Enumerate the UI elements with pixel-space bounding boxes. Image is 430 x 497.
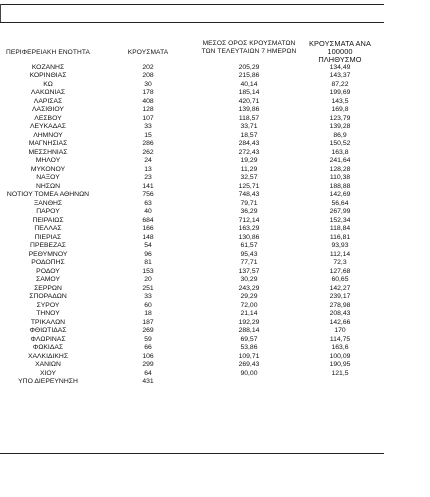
table-row (0, 183, 384, 192)
cell-7day-average: 33,71 (240, 123, 258, 131)
cell-cases: 54 (144, 242, 152, 250)
table-row (0, 89, 384, 98)
cell-region: ΛΕΣΒΟΥ (34, 114, 62, 122)
table-row (0, 123, 384, 132)
cell-cases-per-100k: 114,75 (329, 335, 351, 343)
table-row (0, 378, 384, 387)
cell-region: ΠΑΡΟΥ (36, 208, 60, 216)
table-row (0, 200, 384, 209)
cell-7day-average: 61,57 (240, 242, 258, 250)
table-row (0, 234, 384, 243)
cell-region: ΚΟΖΑΝΗΣ (31, 63, 65, 71)
cell-cases-per-100k: 60,65 (331, 276, 349, 284)
cell-cases-per-100k: 163,8 (331, 148, 349, 156)
cell-7day-average: 109,71 (238, 352, 260, 360)
cell-7day-average: 18,57 (240, 131, 258, 139)
table-row (0, 327, 384, 336)
header-border-line (0, 22, 384, 23)
left-vertical-rule (0, 4, 1, 22)
cell-cases: 141 (142, 182, 154, 190)
cell-7day-average: 29,29 (240, 293, 258, 301)
cell-7day-average: 11,29 (240, 165, 258, 173)
table-row (0, 157, 384, 166)
cell-cases: 33 (144, 123, 152, 131)
cell-7day-average: 72,00 (240, 301, 258, 309)
cell-cases: 64 (144, 369, 152, 377)
cell-7day-average: 130,86 (238, 233, 260, 241)
cell-cases: 684 (142, 216, 154, 224)
cell-region: ΠΡΕΒΕΖΑΣ (30, 242, 66, 250)
cell-cases: 106 (142, 352, 154, 360)
cell-cases-per-100k: 208,43 (329, 310, 351, 318)
header-7day-average-line1: ΜΕΣΟΣ ΟΡΟΣ ΚΡΟΥΣΜΑΤΩΝ (202, 40, 296, 47)
cell-region: ΝΑΞΟΥ (36, 174, 60, 182)
cell-7day-average: 139,86 (238, 106, 260, 114)
cell-cases: 431 (142, 378, 154, 386)
cell-cases: 299 (142, 361, 154, 369)
table-row (0, 251, 384, 260)
cell-cases: 202 (142, 63, 154, 71)
cell-region: ΛΑΚΩΝΙΑΣ (30, 89, 66, 97)
cell-cases-per-100k: 127,68 (329, 267, 351, 275)
cell-cases-per-100k: 118,84 (329, 225, 351, 233)
cell-cases: 96 (144, 250, 152, 258)
cell-region: ΜΑΓΝΗΣΙΑΣ (28, 140, 68, 148)
cell-7day-average: 137,57 (238, 267, 260, 275)
cell-cases-per-100k: 56,64 (331, 199, 349, 207)
cell-cases: 23 (144, 174, 152, 182)
cell-region: ΡΕΘΥΜΝΟΥ (28, 250, 68, 258)
cell-region: ΣΠΟΡΑΔΩΝ (29, 293, 67, 301)
table-row (0, 353, 384, 362)
cell-region: ΝΟΤΙΟΥ ΤΟΜΕΑ ΑΘΗΝΩΝ (6, 191, 90, 199)
table-row (0, 191, 384, 200)
cell-7day-average: 269,43 (238, 361, 260, 369)
cell-7day-average: 32,57 (240, 174, 258, 182)
cell-cases-per-100k: 93,93 (331, 242, 349, 250)
table-row (0, 140, 384, 149)
table-row (0, 242, 384, 251)
cell-cases-per-100k: 123,79 (329, 114, 351, 122)
cell-7day-average: 118,57 (238, 114, 260, 122)
cell-region: ΜΕΣΣΗΝΙΑΣ (28, 148, 68, 156)
cell-cases-per-100k: 150,52 (329, 140, 351, 148)
table-row (0, 98, 384, 107)
cell-region: ΞΑΝΘΗΣ (33, 199, 63, 207)
cell-cases-per-100k: 86,9 (333, 131, 347, 139)
cell-cases-per-100k: 139,28 (329, 123, 351, 131)
table-row (0, 115, 384, 124)
cell-cases-per-100k: 241,64 (329, 157, 351, 165)
cell-cases-per-100k: 72,3 (333, 259, 347, 267)
cell-region: ΚΟΡΙΝΘΙΑΣ (29, 72, 67, 79)
cell-cases-per-100k: 142,27 (329, 284, 351, 292)
table-row (0, 174, 384, 183)
cell-cases: 30 (144, 80, 152, 88)
header-cases-per-100k (296, 40, 384, 64)
cell-7day-average: 125,71 (238, 182, 260, 190)
cell-7day-average: 21,14 (240, 310, 258, 318)
cell-7day-average: 79,71 (240, 199, 258, 207)
cell-region: ΦΛΩΡΙΝΑΣ (30, 335, 66, 343)
table-row (0, 106, 384, 115)
cell-cases-per-100k: 110,38 (329, 174, 351, 182)
table-row (0, 336, 384, 345)
cell-cases-per-100k: 142,66 (329, 318, 351, 326)
cell-cases-per-100k: 170 (334, 327, 346, 335)
table-row (0, 285, 384, 294)
table-row (0, 276, 384, 285)
cell-region: ΤΗΝΟΥ (36, 310, 60, 318)
table-row (0, 166, 384, 175)
cell-cases: 756 (142, 191, 154, 199)
cell-cases: 107 (142, 114, 154, 122)
cell-cases: 166 (142, 225, 154, 233)
cell-cases: 153 (142, 267, 154, 275)
table-row (0, 259, 384, 268)
cell-region: ΤΡΙΚΑΛΩΝ (30, 318, 66, 326)
table-row (0, 72, 384, 81)
cell-cases-per-100k: 239,17 (329, 293, 351, 301)
cell-7day-average: 185,14 (238, 89, 260, 97)
cell-cases: 148 (142, 233, 154, 241)
cell-region: ΣΑΜΟΥ (36, 276, 60, 284)
cell-cases-per-100k: 87,22 (331, 80, 349, 88)
cell-region: ΝΗΣΩΝ (35, 182, 60, 190)
table-row (0, 361, 384, 370)
table-header (0, 40, 384, 62)
cell-7day-average: 243,29 (238, 284, 260, 292)
cell-7day-average: 53,86 (240, 344, 258, 352)
cell-region: ΛΑΡΙΣΑΣ (33, 97, 63, 105)
cell-region: ΜΗΛΟΥ (35, 157, 61, 165)
cell-cases: 269 (142, 327, 154, 335)
table-row (0, 217, 384, 226)
cell-cases: 408 (142, 97, 154, 105)
cell-region: ΠΕΙΡΑΙΩΣ (32, 216, 64, 224)
table-row (0, 293, 384, 302)
cell-cases: 81 (144, 259, 152, 267)
cell-cases: 178 (142, 89, 154, 97)
cell-7day-average: 215,86 (238, 72, 260, 79)
table-row (0, 208, 384, 217)
cell-cases-per-100k: 116,81 (329, 233, 351, 241)
cell-region: ΧΑΛΚΙΔΙΚΗΣ (27, 352, 69, 360)
cell-7day-average: 90,00 (240, 369, 258, 377)
cell-cases-per-100k: 278,98 (329, 301, 351, 309)
cell-7day-average: 272,43 (238, 148, 260, 156)
cell-cases-per-100k: 128,28 (329, 165, 351, 173)
cell-cases-per-100k: 152,34 (329, 216, 351, 224)
table-row (0, 149, 384, 158)
cell-7day-average: 30,29 (240, 276, 258, 284)
cell-7day-average: 95,43 (240, 250, 258, 258)
cell-region: ΜΥΚΟΝΟΥ (30, 165, 66, 173)
cell-7day-average: 36,29 (240, 208, 258, 216)
cell-7day-average: 712,14 (238, 216, 260, 224)
cell-cases-per-100k: 112,14 (329, 250, 351, 258)
cell-cases: 24 (144, 157, 152, 165)
cell-cases: 18 (144, 310, 152, 318)
cell-region: ΛΗΜΝΟΥ (33, 131, 63, 139)
cell-region: ΛΑΣΙΘΙΟΥ (32, 106, 64, 114)
cell-region: ΠΙΕΡΙΑΣ (34, 233, 62, 241)
cell-cases-per-100k: 142,69 (329, 191, 351, 199)
cell-cases: 13 (144, 165, 152, 173)
cell-cases: 20 (144, 276, 152, 284)
cell-region: ΧΙΟΥ (39, 369, 57, 377)
cell-cases-per-100k: 143,37 (329, 72, 351, 79)
cell-cases: 15 (144, 131, 152, 139)
header-cases-per-100k-line1: ΚΡΟΥΣΜΑΤΑ ΑΝΑ 100000 (308, 39, 372, 56)
cell-cases: 128 (142, 106, 154, 114)
cell-cases-per-100k: 143,5 (331, 97, 349, 105)
cell-cases: 286 (142, 140, 154, 148)
cell-region: ΣΥΡΟΥ (36, 301, 60, 309)
cell-cases-per-100k: 199,69 (329, 89, 351, 97)
header-region: ΠΕΡΙΦΕΡΕΙΑΚΗ ΕΝΟΤΗΤΑ (5, 49, 91, 56)
cell-cases: 262 (142, 148, 154, 156)
cell-cases: 66 (144, 344, 152, 352)
cell-cases-per-100k: 188,88 (329, 182, 351, 190)
cell-7day-average: 69,57 (240, 335, 258, 343)
cell-region: ΚΩ (43, 80, 53, 88)
table-row (0, 310, 384, 319)
header-7day-average-line2: ΤΩΝ ΤΕΛΕΥΤΑΙΩΝ 7 ΗΜΕΡΩΝ (201, 48, 297, 55)
table-row (0, 370, 384, 379)
cell-cases-per-100k: 121,5 (331, 369, 349, 377)
cell-cases: 60 (144, 301, 152, 309)
cell-cases: 40 (144, 208, 152, 216)
cell-region: ΠΕΛΛΑΣ (34, 225, 62, 233)
cell-cases-per-100k: 169,8 (331, 106, 349, 114)
cell-cases: 63 (144, 199, 152, 207)
table-row (0, 132, 384, 141)
cell-7day-average: 205,29 (238, 63, 260, 71)
cell-region: ΦΩΚΙΔΑΣ (32, 344, 64, 352)
table-row (0, 268, 384, 277)
cell-cases: 208 (142, 72, 154, 79)
cell-region: ΥΠΟ ΔΙΕΡΕΥΝΗΣΗ (18, 378, 78, 386)
cell-7day-average: 288,14 (238, 327, 260, 335)
cell-7day-average: 192,29 (238, 318, 260, 326)
cell-region: ΦΘΙΩΤΙΔΑΣ (29, 327, 67, 335)
cell-cases: 33 (144, 293, 152, 301)
cell-region: ΡΟΔΟΥ (36, 267, 60, 275)
cell-7day-average: 420,71 (238, 97, 260, 105)
cell-cases-per-100k: 134,49 (329, 63, 351, 71)
cell-7day-average: 40,14 (240, 80, 258, 88)
cell-cases: 187 (142, 318, 154, 326)
header-cases: ΚΡΟΥΣΜΑΤΑ (127, 49, 169, 56)
header-cases-per-100k-line2: ΠΛΗΘΥΣΜΟ (318, 55, 362, 64)
cell-cases-per-100k: 190,95 (329, 361, 351, 369)
top-border-line (0, 4, 384, 5)
cell-region: ΣΕΡΡΩΝ (34, 284, 62, 292)
cell-7day-average: 284,43 (238, 140, 260, 148)
cell-cases-per-100k: 100,09 (329, 352, 351, 360)
table-row (0, 64, 384, 73)
cell-7day-average: 748,43 (238, 191, 260, 199)
table-row (0, 302, 384, 311)
cell-cases: 59 (144, 335, 152, 343)
cell-region: ΧΑΝΙΩΝ (35, 361, 61, 369)
header-7day-average (193, 40, 305, 56)
cell-cases-per-100k: 267,99 (329, 208, 351, 216)
cell-7day-average: 163,29 (238, 225, 260, 233)
table-row (0, 225, 384, 234)
cell-region: ΛΕΥΚΑΔΑΣ (30, 123, 66, 131)
table-row (0, 344, 384, 353)
table-row (0, 81, 384, 90)
cell-cases: 251 (142, 284, 154, 292)
cell-7day-average: 19,29 (240, 157, 258, 165)
cell-region: ΡΟΔΟΠΗΣ (31, 259, 65, 267)
cell-7day-average: 77,71 (240, 259, 258, 267)
bottom-border-line (0, 453, 384, 454)
table-row (0, 319, 384, 328)
cell-cases-per-100k: 163,6 (331, 344, 349, 352)
